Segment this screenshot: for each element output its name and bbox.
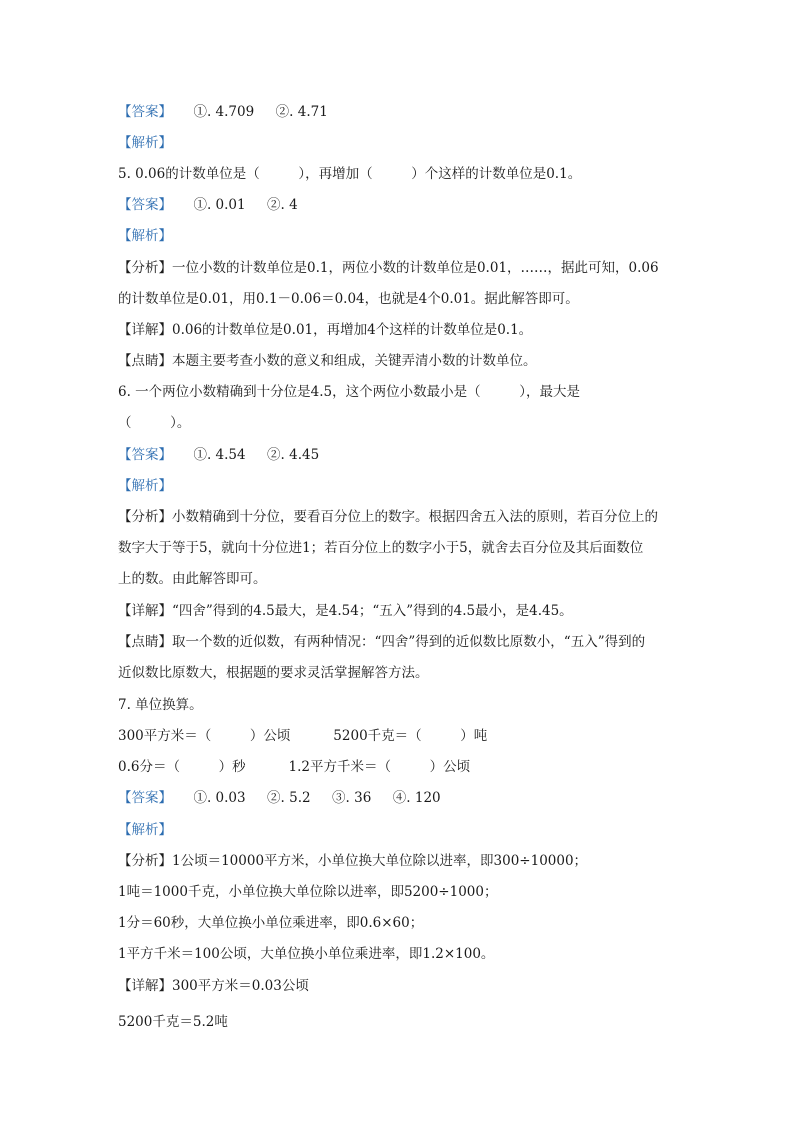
q7-fenxi-line-2: 1吨＝1000千克，小单位换大单位除以进率，即5200÷1000； (118, 884, 498, 900)
q6-dianjing-line-2: 近似数比原数大，根据题的要求灵活掌握解答方法。 (118, 665, 429, 681)
q4-analysis-line (118, 133, 172, 153)
xiangjie-text: 0.06的计数单位是0.01，再增加4个这样的计数单位是0.1。 (172, 322, 533, 338)
analysis-tag: 【解析】 (118, 822, 172, 838)
dianjing-text: 本题主要考查小数的意义和组成，关键弄清小数的计数单位。 (172, 353, 537, 369)
answer-tag: 【答案】 (118, 197, 172, 213)
q5-answer-line (118, 195, 298, 215)
answer-tag: 【答案】 (118, 790, 172, 806)
answer-text: ①. 0.01 ②. 4 (172, 197, 298, 213)
q6-answer-line (118, 445, 319, 465)
q7-xiangjie-line-1 (118, 976, 309, 996)
xiangjie-tag: 【详解】 (118, 978, 172, 994)
q5-fenxi-line-2: 的计数单位是0.01，用0.1－0.06＝0.04，也就是4个0.01。据此解答即可。 (118, 291, 579, 307)
q7-xiangjie-line-2: 5200千克＝5.2吨 (118, 1014, 228, 1030)
dianjing-text: 取一个数的近似数，有两种情况：“四舍”得到的近似数比原数小，“五入”得到的 (172, 634, 646, 650)
fenxi-tag: 【分析】 (118, 260, 172, 276)
analysis-tag: 【解析】 (118, 135, 172, 151)
fenxi-text: 小数精确到十分位，要看百分位上的数字。根据四舍五入法的原则，若百分位上的 (172, 509, 658, 525)
q7-row-2: 0.6分＝（ ）秒 1.2平方千米＝（ ）公顷 (118, 759, 471, 775)
xiangjie-tag: 【详解】 (118, 322, 172, 338)
q7-question: 7. 单位换算。 (118, 697, 203, 713)
q7-row-1: 300平方米＝（ ）公顷 5200千克＝（ ）吨 (118, 728, 488, 744)
dianjing-tag: 【点睛】 (118, 353, 172, 369)
q6-analysis-line (118, 476, 172, 496)
q6-dianjing-line-1 (118, 632, 645, 652)
q5-xiangjie-line (118, 320, 532, 340)
answer-tag: 【答案】 (118, 447, 172, 463)
xiangjie-text: “四舍”得到的4.5最大，是4.54；“五入”得到的4.5最小，是4.45。 (172, 603, 573, 619)
xiangjie-tag: 【详解】 (118, 603, 172, 619)
xiangjie-text: 300平方米＝0.03公顷 (172, 978, 309, 994)
dianjing-tag: 【点睛】 (118, 634, 172, 650)
q6-fenxi-line-2: 数字大于等于5，就向十分位进1；若百分位上的数字小于5，就舍去百分位及其后面数位 (118, 540, 644, 556)
answer-text: ①. 4.709 ②. 4.71 (172, 104, 328, 120)
q7-fenxi-line-1 (118, 851, 587, 871)
q5-fenxi-line-1 (118, 258, 659, 278)
q6-xiangjie-line (118, 601, 573, 621)
analysis-tag: 【解析】 (118, 228, 172, 244)
q6-fenxi-line-3: 上的数。由此解答即可。 (118, 571, 267, 587)
answer-tag: 【答案】 (118, 104, 172, 120)
answer-text: ①. 0.03 ②. 5.2 ③. 36 ④. 120 (172, 790, 441, 806)
q5-analysis-line (118, 226, 172, 246)
fenxi-text: 1公顷＝10000平方米，小单位换大单位除以进率，即300÷10000； (172, 853, 588, 869)
q6-question-1: 6. 一个两位小数精确到十分位是4.5，这个两位小数最小是（ ），最大是 (118, 384, 581, 400)
q7-fenxi-line-3: 1分＝60秒，大单位换小单位乘进率，即0.6×60； (118, 915, 424, 931)
fenxi-text: 一位小数的计数单位是0.1，两位小数的计数单位是0.01，……，据此可知，0.06 (172, 260, 659, 276)
fenxi-tag: 【分析】 (118, 853, 172, 869)
q6-fenxi-line-1 (118, 507, 658, 527)
q6-question-2: （ ）。 (118, 415, 191, 431)
fenxi-tag: 【分析】 (118, 509, 172, 525)
q5-question: 5. 0.06的计数单位是（ ），再增加（ ）个这样的计数单位是0.1。 (118, 166, 582, 182)
analysis-tag: 【解析】 (118, 478, 172, 494)
q7-analysis-line (118, 820, 172, 840)
answer-text: ①. 4.54 ②. 4.45 (172, 447, 320, 463)
q5-dianjing-line (118, 351, 537, 371)
q4-answer-line (118, 102, 328, 122)
q7-fenxi-line-4: 1平方千米＝100公顷，大单位换小单位乘进率，即1.2×100。 (118, 946, 495, 962)
q7-answer-line (118, 788, 441, 808)
